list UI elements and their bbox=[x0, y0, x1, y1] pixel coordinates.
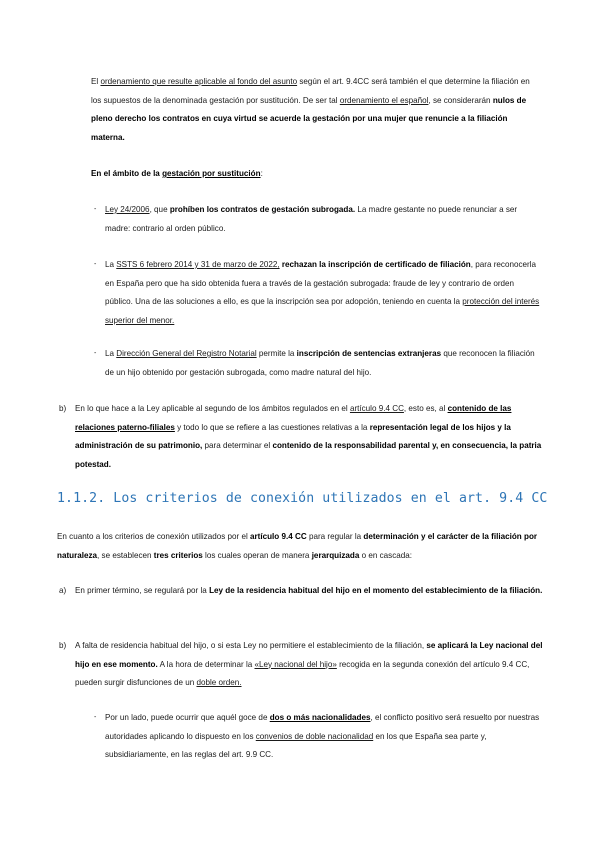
bullet-doble-nacionalidad: - Por un lado, puede ocurrir que aquél goce de dos o más nacionalidades, el conflicto positivo será resuelto por nuestras autoridades aplicando lo dispuesto en los convenios de doble nacionalidad en los que España sea parte y, subsidiariamente, en las reglas del art. 9.9 CC. bbox=[105, 709, 541, 765]
dash-bullet: - bbox=[94, 350, 97, 357]
list-item-a-residencia: a) En primer término, se regulará por la Ley de la residencia habitual del hijo en el momento del establecimiento de la filiación. bbox=[75, 582, 543, 601]
list-marker: b) bbox=[59, 641, 67, 650]
subheading-gestacion: En el ámbito de la gestación por sustitución: bbox=[91, 169, 263, 178]
list-marker: a) bbox=[59, 586, 67, 595]
bold-nulos-pleno-derecho: nulos de pleno derecho los contratos en cuya virtud se acuerde la gestación por una mujer que renuncie a la filiación materna. bbox=[91, 95, 527, 142]
link-doble-orden: doble orden. bbox=[196, 678, 242, 687]
link-convenios-doble-nacionalidad: convenios de doble nacionalidad bbox=[255, 731, 374, 741]
bullet-ley-24-2006: - Ley 24/2006, que prohíben los contratos de gestación subrogada. La madre gestante no puede renunciar a ser madre: contrario al orden público. bbox=[105, 201, 541, 238]
link-ordenamiento-espanol: ordenamiento el español bbox=[339, 95, 429, 105]
link-ssts: SSTS 6 febrero 2014 y 31 de marzo de 2022, bbox=[116, 260, 280, 269]
paragraph-gestacion-intro: El ordenamiento que resulte aplicable al fondo del asunto según el art. 9.4CC será también el que determine la filiación en los supuestos de la denominada gestación por sustitución. De ser tal ordenamiento el español, se considerarán nulos de pleno derecho los contratos en cuya virtud se acuerde la gestación por una mujer que renuncie a la filiación materna. bbox=[91, 77, 530, 142]
list-marker: b) bbox=[59, 404, 67, 413]
link-interes-superior-menor: protección del interés superior del menor. bbox=[105, 297, 540, 325]
bullet-direccion-general: - La Dirección General del Registro Notarial permite la inscripción de sentencias extranjeras que reconocen la filiación de un hijo obtenido por gestación subrogada, como madre natural del hijo. bbox=[105, 345, 541, 382]
dash-bullet: - bbox=[94, 714, 97, 721]
list-item-b-ley-nacional: b) A falta de residencia habitual del hijo, o si esta Ley no permitiere el establecimiento de la filiación, se aplicará la Ley nacional del hijo en ese momento. A la hora de determinar la «Ley nacional del hijo» recogida en la segunda conexión del artículo 9.4 CC, pueden surgir disfunciones de un doble orden. bbox=[75, 637, 543, 693]
section-heading: 1.1.2. Los criterios de conexión utilizados en el art. 9.4 CC bbox=[57, 491, 548, 506]
link-gestacion-sustitucion: gestación por sustitución bbox=[162, 169, 261, 178]
list-item-b-relaciones: b) En lo que hace a la Ley aplicable al segundo de los ámbitos regulados en el artículo 9.4 CC, esto es, al contenido de las relaciones paterno-filiales y todo lo que se refiere a las cuestiones relativas a la representación legal de los hijos y la administración de su patrimonio, para determinar el contenido de la responsabilidad parental y, en consecuencia, la patria potestad. bbox=[75, 400, 543, 474]
link-direccion-general: Dirección General del Registro Notarial bbox=[116, 349, 257, 358]
link-ordenamiento-aplicable: ordenamiento que resulte aplicable al fondo del asunto bbox=[100, 77, 298, 86]
paragraph-criterios: En cuanto a los criterios de conexión utilizados por el artículo 9.4 CC para regular la determinación y el carácter de la filiación por naturaleza, se establecen tres criterios los cuales operan de manera jerarquizada o en cascada: bbox=[57, 532, 538, 560]
link-relaciones-paterno-filiales: contenido de las relaciones paterno-filiales bbox=[75, 404, 512, 432]
link-ley-nacional-hijo: «Ley nacional del hijo» bbox=[254, 659, 337, 669]
bullet-ssts: - La SSTS 6 febrero 2014 y 31 de marzo de 2022, rechazan la inscripción de certificado de filiación, para reconocerla en España pero que ha sido obtenida fuera a través de la gestación subrogada: fraude de ley y contrario de orden público. Una de las soluciones a ello, es que la inscripción sea por adopción, teniendo en cuenta la protección del interés superior del menor. bbox=[105, 256, 541, 330]
link-articulo-9-4: artículo 9.4 CC bbox=[349, 404, 404, 413]
link-dos-nacionalidades: dos o más nacionalidades bbox=[269, 713, 371, 722]
dash-bullet: - bbox=[94, 261, 97, 268]
dash-bullet: - bbox=[94, 206, 97, 213]
link-ley-24-2006: Ley 24/2006 bbox=[105, 205, 150, 214]
